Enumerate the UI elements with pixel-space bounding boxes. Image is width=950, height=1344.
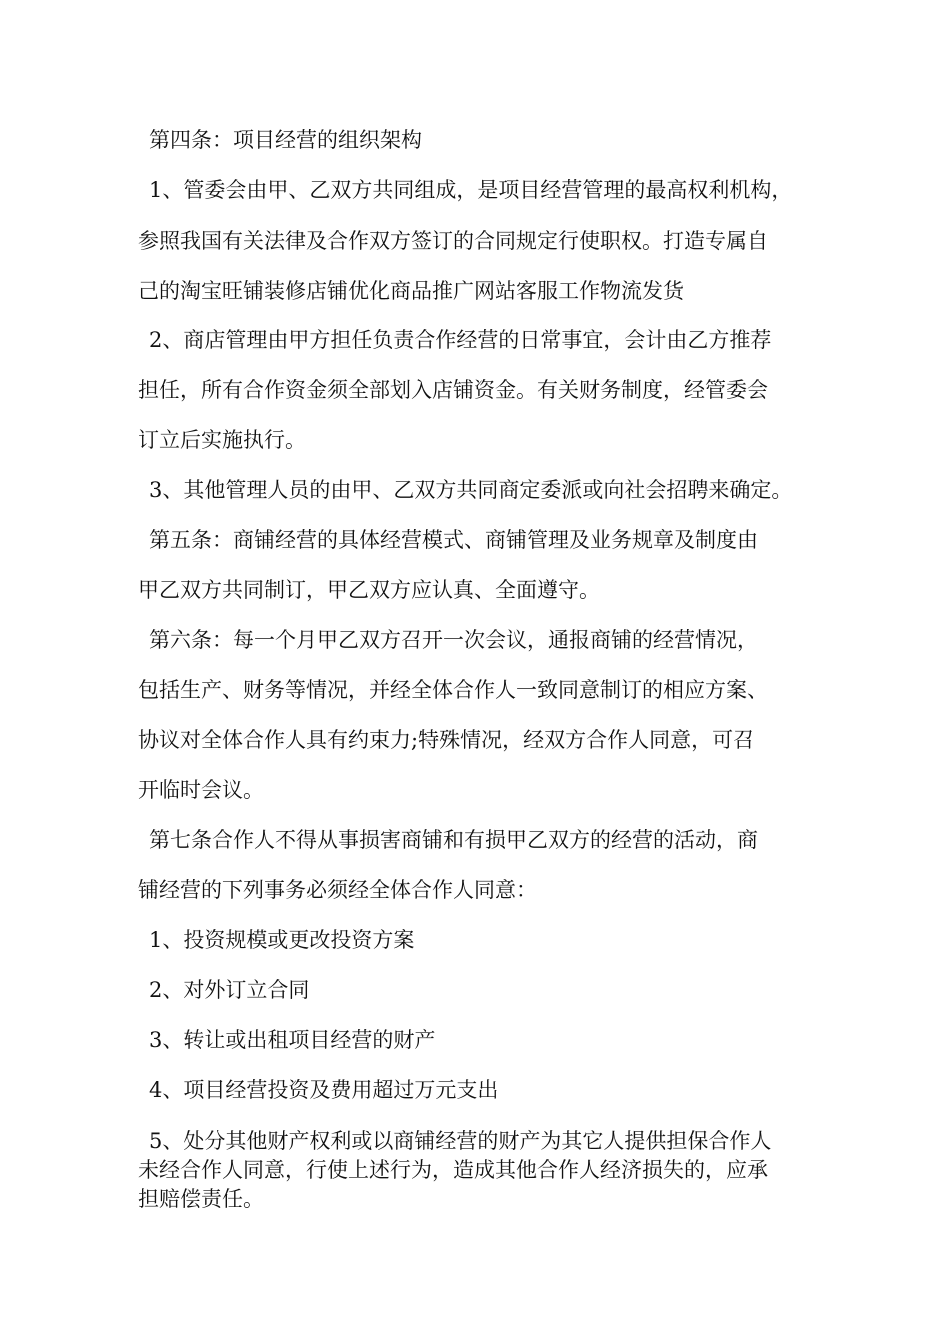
paragraph-line: 3、其他管理人员的由甲、乙双方共同商定委派或向社会招聘来确定。 [149, 478, 793, 502]
list-item: 4、项目经营投资及费用超过万元支出 [149, 1078, 499, 1102]
article-4-heading: 第四条：项目经营的组织架构 [149, 128, 422, 152]
paragraph-line: 包括生产、财务等情况，并经全体合作人一致同意制订的相应方案、 [138, 678, 768, 702]
paragraph-line: 担赔偿责任。 [138, 1187, 264, 1211]
article-5-line: 第五条：商铺经营的具体经营模式、商铺管理及业务规章及制度由 [149, 528, 758, 552]
paragraph-line: 订立后实施执行。 [138, 428, 306, 452]
list-item: 5、处分其他财产权利或以商铺经营的财产为其它人提供担保合作人 [149, 1129, 772, 1153]
paragraph-line: 1、管委会由甲、乙双方共同组成，是项目经营管理的最高权利机构， [149, 178, 793, 202]
paragraph-line: 开临时会议。 [138, 778, 264, 802]
list-item: 3、转让或出租项目经营的财产 [149, 1028, 436, 1052]
article-6-line: 第六条：每一个月甲乙双方召开一次会议，通报商铺的经营情况， [149, 628, 758, 652]
paragraph-line: 甲乙双方共同制订，甲乙双方应认真、全面遵守。 [138, 578, 600, 602]
paragraph-line: 参照我国有关法律及合作双方签订的合同规定行使职权。打造专属自 [138, 229, 768, 253]
paragraph-line: 铺经营的下列事务必须经全体合作人同意： [138, 878, 537, 902]
paragraph-line: 2、商店管理由甲方担任负责合作经营的日常事宜，会计由乙方推荐 [149, 328, 772, 352]
paragraph-line: 协议对全体合作人具有约束力;特殊情况，经双方合作人同意，可召 [138, 728, 755, 752]
paragraph-line: 未经合作人同意，行使上述行为，造成其他合作人经济损失的，应承 [138, 1158, 768, 1182]
paragraph-line: 担任，所有合作资金须全部划入店铺资金。有关财务制度，经管委会 [138, 378, 768, 402]
paragraph-line: 己的淘宝旺铺装修店铺优化商品推广网站客服工作物流发货 [138, 279, 684, 303]
article-7-line: 第七条合作人不得从事损害商铺和有损甲乙双方的经营的活动，商 [149, 828, 758, 852]
list-item: 2、对外订立合同 [149, 978, 310, 1002]
list-item: 1、投资规模或更改投资方案 [149, 928, 415, 952]
